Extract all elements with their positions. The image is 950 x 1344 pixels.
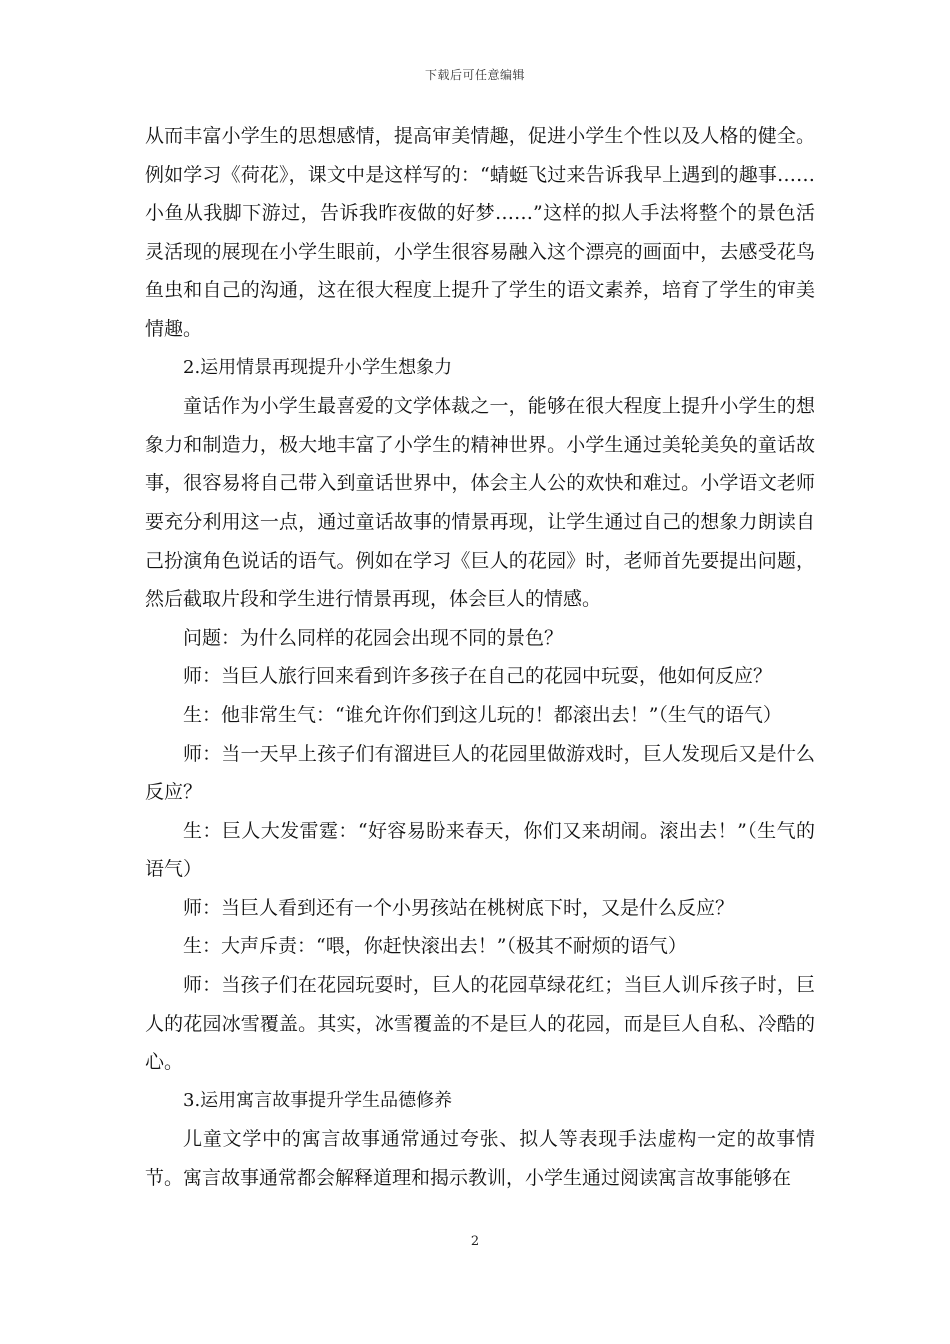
- document-body: [145, 117, 815, 1198]
- paragraph-fairy-tale: 童话作为小学生最喜爱的文学体裁之一，能够在很大程度上提升小学生的想象力和制造力，极大地丰富了小学生的精神世界。小学生通过美轮美奂的童话故事，很容易将自己带入到童话世界中，体会主人公的欢快和难过。小学语文老师要充分利用这一点，通过童话故事的情景再现，让学生通过自己的想象力朗读自己扮演角色说话的语气。例如在学习《巨人的花园》时，老师首先要提出问题，然后截取片段和学生进行情景再现，体会巨人的情感。: [145, 395, 815, 611]
- dialogue-teacher-1: 师：当巨人旅行回来看到许多孩子在自己的花园中玩耍，他如何反应？: [183, 665, 773, 688]
- dialogue-student-3: 生：大声斥责：“喂，你赶快滚出去！”（极其不耐烦的语气）: [183, 935, 687, 958]
- dialogue-teacher-2: 师：当一天早上孩子们有溜进巨人的花园里做游戏时，巨人发现后又是什么反应？: [145, 742, 815, 804]
- dialogue-teacher-4: 师：当孩子们在花园玩耍时，巨人的花园草绿花红；当巨人训斥孩子时，巨人的花园冰雪覆盖。其实，冰雪覆盖的不是巨人的花园，而是巨人自私、冷酷的心。: [145, 974, 815, 1074]
- page-number: 2: [470, 1234, 480, 1249]
- dialogue-student-1: 生：他非常生气：“谁允许你们到这儿玩的！都滚出去！”（生气的语气）: [183, 703, 782, 726]
- dialogue-student-2: 生：巨人大发雷霆：“好容易盼来春天，你们又来胡闹。滚出去！”（生气的语气）: [145, 819, 815, 881]
- paragraph-fable: 儿童文学中的寓言故事通常通过夸张、拟人等表现手法虚构一定的故事情节。寓言故事通常都会解释道理和揭示教训，小学生通过阅读寓言故事能够在: [145, 1128, 815, 1190]
- section-heading-2: 2.运用情景再现提升小学生想象力: [183, 356, 453, 378]
- page-header: 下载后可任意编辑: [424, 68, 525, 82]
- paragraph-continued: 从而丰富小学生的思想感情，提高审美情趣，促进小学生个性以及人格的健全。例如学习《荷花》，课文中是这样写的：“蜻蜓飞过来告诉我早上遇到的趣事……小鱼从我脚下游过，告诉我昨夜做的好梦……”这样的拟人手法将整个的景色活灵活现的展现在小学生眼前，小学生很容易融入这个漂亮的画面中，去感受花鸟鱼虫和自己的沟通，这在很大程度上提升了学生的语文素养，培育了学生的审美情趣。: [145, 125, 815, 340]
- paragraph-question: 问题：为什么同样的花园会出现不同的景色？: [183, 626, 564, 649]
- section-heading-3: 3.运用寓言故事提升学生品德修养: [183, 1089, 453, 1111]
- dialogue-teacher-3: 师：当巨人看到还有一个小男孩站在桃树底下时，又是什么反应？: [183, 896, 735, 919]
